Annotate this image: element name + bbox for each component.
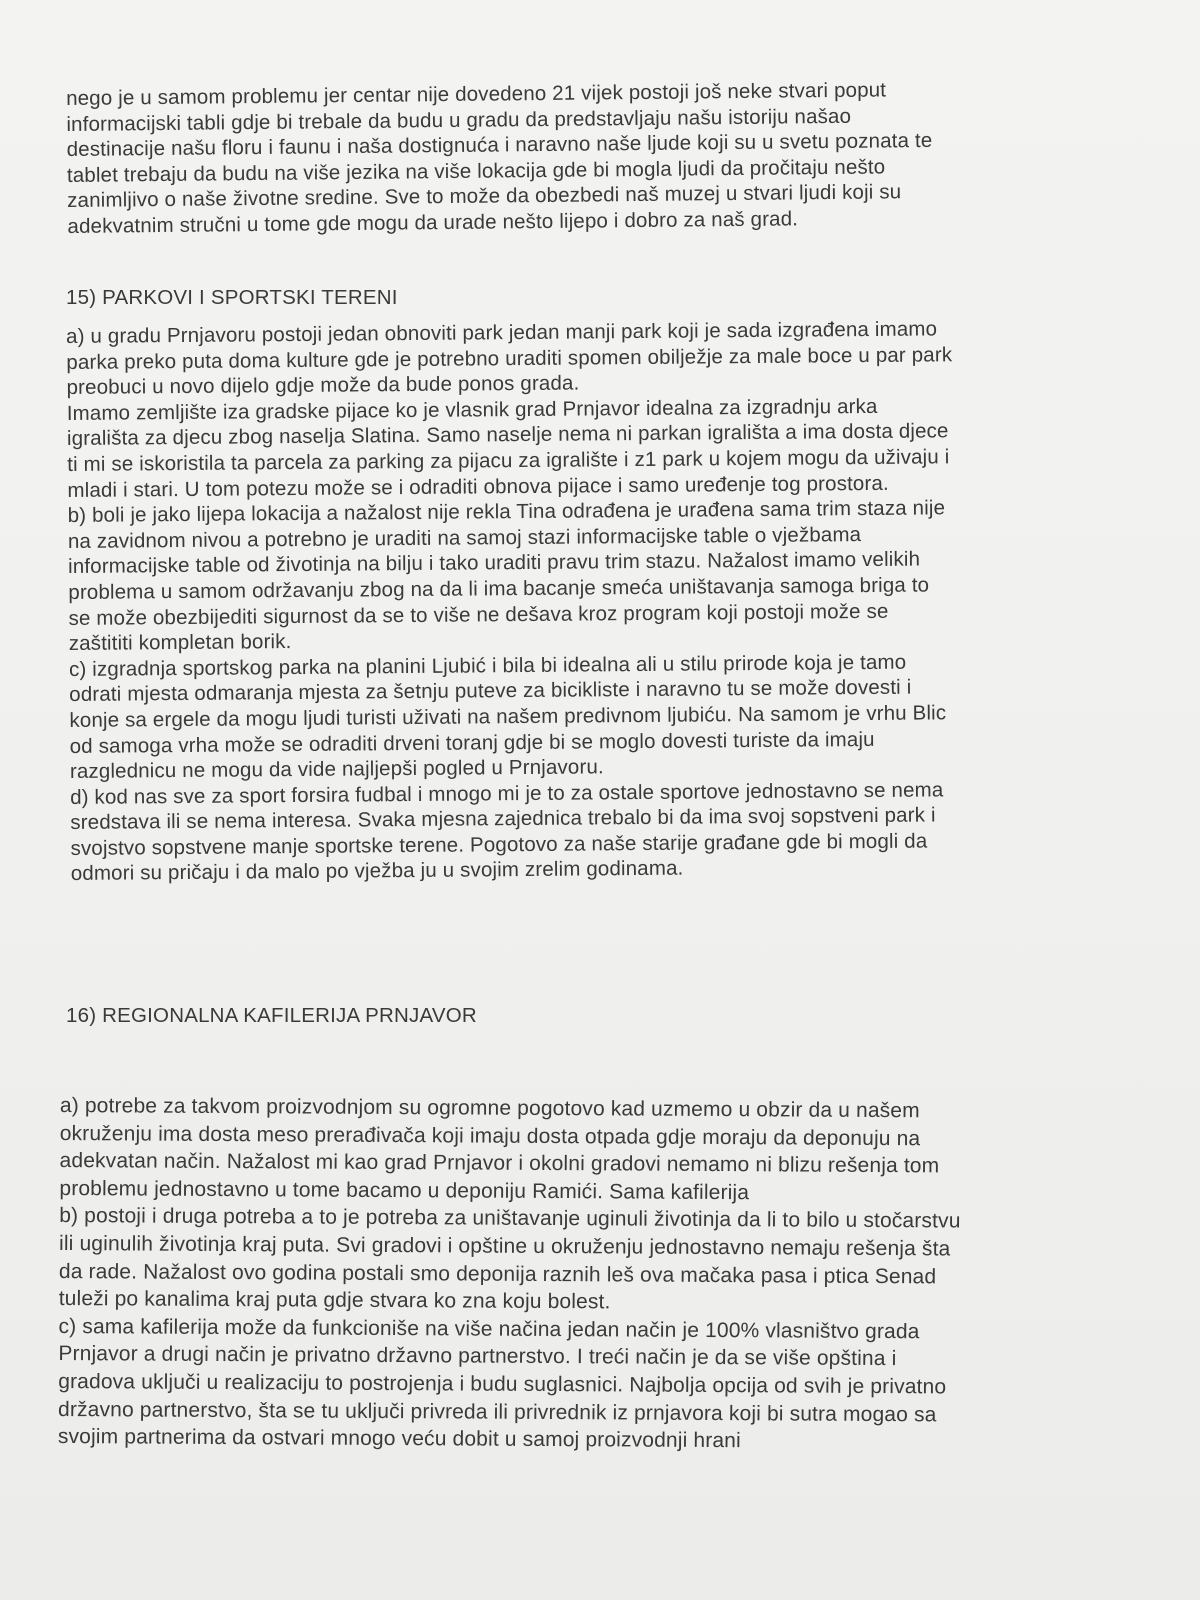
text-line: a) potrebe za takvom proizvodnjom su ogromne pogotovo kad uzmemo u obzir da u našem bbox=[59, 1094, 920, 1123]
text-line: mladi i stari. U tom potezu može se i odraditi obnova pijace i samo uređenje tog prostora. bbox=[67, 471, 889, 502]
section-15-heading: 15) PARKOVI I SPORTSKI TERENI bbox=[66, 286, 398, 309]
text-line: destinacije našu floru i faunu i naša dostignuća i naravno naše ljude koji su u svetu poznata te bbox=[66, 129, 933, 162]
text-line: sredstava ili se nema interesa. Svaka mjesna zajednica trebalo bi da ima svoj sopstveni park i bbox=[70, 803, 936, 835]
text-line: od samoga vrha može se odraditi drveni toranj gdje bi se moglo dovesti turiste da imaju bbox=[69, 727, 875, 758]
text-line: informacijski tabli gdje bi trebale da budu u gradu da predstavljaju našu istoriju našao bbox=[66, 104, 852, 136]
text-line: ti mi se iskoristila ta parcela za parking za pijacu za igralište i z1 park u kojem mogu da uživaju i bbox=[67, 445, 950, 476]
text-line: a) u gradu Prnjavoru postoji jedan obnoviti park jedan manji park koji je sada izgrađena imamo bbox=[66, 317, 938, 348]
text-line: da rade. Nažalost ovo godina postali smo deponija raznih leš ova mačaka pasa i ptica Senad bbox=[58, 1259, 937, 1288]
text-line: državno partnerstvo, šta se tu uključi privreda ili privrednik iz prnjavora koji bi sutra mogao sa bbox=[57, 1397, 937, 1426]
text-line: svojstvo sopstvene manje sportske terene. Pogotovo za naše starije građane gde bi mogli da bbox=[70, 829, 928, 860]
text-line: okruženju ima dosta meso prerađivača koji imaju dosta otpada gdje moraju da deponuju na bbox=[59, 1121, 921, 1150]
text-line: odrati mjesta odmaranja mjesta za šetnju puteve za bicikliste i naravno tu se može dovesti i bbox=[69, 675, 912, 707]
text-line: tablet trebaju da budu na više jezika na više lokacija gde bi mogla ljudi da pročitaju nešto bbox=[66, 155, 886, 187]
text-line: adekvatan način. Nažalost mi kao grad Prnjavor i okolni gradovi nemamo ni blizu rešenja tom bbox=[59, 1149, 940, 1178]
text-line: b) boli je jako lijepa lokacija a nažalost nije rekla Tina odrađena je urađena sama trim staza nije bbox=[67, 496, 946, 528]
text-line: odmori su pričaju i da malo po vježba ju u svojim zrelim godinama. bbox=[70, 857, 684, 886]
text-line: d) kod nas sve za sport forsira fudbal i mnogo mi je to za ostale sportove jednostavno se nema bbox=[70, 778, 944, 809]
section-16-heading: 16) REGIONALNA KAFILERIJA PRNJAVOR bbox=[66, 1004, 477, 1027]
text-line: b) postoji i druga potreba a to je potreba za uništavanje uginuli životinja da li to bilo u stočarstvu bbox=[59, 1204, 961, 1233]
text-line: c) sama kafilerija može da funkcioniše na više načina jedan način je 100% vlasništvo grada bbox=[58, 1314, 920, 1344]
text-line: zaštititi kompletan borik. bbox=[68, 630, 292, 656]
text-line: informacijske table od životinja na bilju i tako uraditi pravu trim stazu. Nažalost imamo velikih bbox=[68, 547, 921, 579]
text-line: problema u samom održavanju zbog na da li ima bacanje smeća uništavanja samoga briga to bbox=[68, 573, 930, 604]
text-line: preobuci u novo dijelo gdje može da bude ponos grada. bbox=[66, 371, 580, 400]
text-line: svojim partnerima da ostvari mnogo veću dobit u samoj proizvodnji hrani bbox=[57, 1425, 741, 1453]
section-16-body bbox=[58, 1092, 1120, 1457]
text-line: igrališta za djecu zbog naselja Slatina. Samo naselje nema ni parkan igrališta a ima dosta djece bbox=[66, 419, 949, 451]
text-line: konje sa ergele da mogu ljudi turisti uživati na našem predivnom ljubiću. Na samom je vrhu Blic bbox=[69, 701, 947, 732]
text-line: na zavidnom nivou a potrebno je uraditi na samoj stazi informacijske table o vježbama bbox=[67, 522, 862, 553]
text-line: Prnjavor a drugi način je privatno državno partnerstvo. I treći način je da se više opština i bbox=[58, 1342, 897, 1371]
text-line: Imamo zemljište iza gradske pijace ko je vlasnik grad Prnjavor idealna za izgradnju arka bbox=[66, 394, 878, 425]
text-line: zanimljivo o naše životne sredine. Sve to može da obezbedi naš muzej u stvari ljudi koji su bbox=[67, 180, 902, 213]
section-15-body bbox=[66, 315, 1131, 887]
text-line: parka preko puta doma kulture gde je potrebno uraditi spomen obilježje za male boce u par park bbox=[66, 342, 953, 374]
text-line: tuleži po kanalima kraj puta gdje stvara ko zna koju bolest. bbox=[58, 1287, 611, 1314]
text-line: problemu jednostavno u tome bacamo u deponiju Ramići. Sama kafilerija bbox=[59, 1176, 750, 1204]
text-line: ili uginulih životinja kraj puta. Svi gradovi i opštine u okruženju jednostavno nemaju rešenja šta bbox=[59, 1231, 951, 1261]
text-line: nego je u samom problemu jer centar nije dovedeno 21 vijek postoji još neke stvari poput bbox=[66, 78, 887, 110]
intro-paragraph bbox=[66, 75, 1128, 240]
text-line: c) izgradnja sportskog parka na planini Ljubić i bila bi idealna ali u stilu prirode koja je tamo bbox=[68, 650, 907, 681]
text-line: gradova uključi u realizaciju to postrojenja i budu suglasnici. Najbolja opcija od svih je privatno bbox=[58, 1369, 947, 1399]
text-line: se može obezbijediti sigurnost da se to više ne dešava kroz program koji postoji može se bbox=[68, 599, 889, 630]
text-line: razglednicu ne mogu da vide najljepši pogled u Prnjavoru. bbox=[69, 755, 604, 784]
text-line: adekvatnim stručni u tome gde mogu da urade nešto lijepo i dobro za naš grad. bbox=[67, 207, 799, 238]
